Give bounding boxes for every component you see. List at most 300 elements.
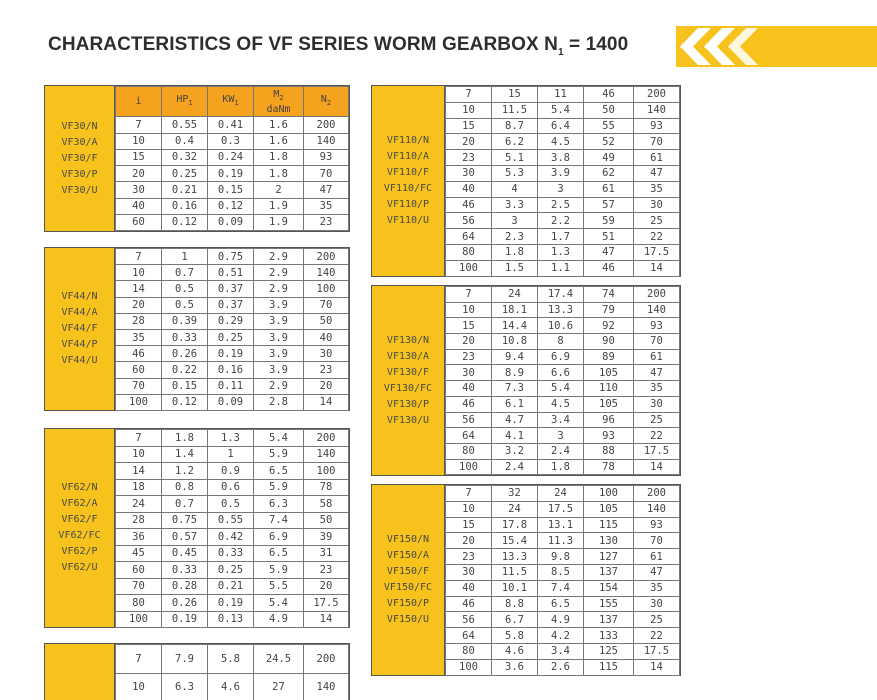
table-cell: 133: [584, 628, 634, 644]
model-label: VF30/P: [61, 168, 98, 180]
vf62-table: [115, 429, 349, 628]
table-row: [116, 329, 349, 345]
table-row: [446, 517, 680, 533]
table-cell: 64: [446, 229, 492, 245]
table-row: [116, 378, 349, 394]
table-cell: 6.9: [538, 349, 584, 365]
model-label: VF62/A: [61, 498, 98, 509]
vf110-models: [372, 86, 445, 276]
table-cell: 90: [584, 334, 634, 350]
table-row: [446, 302, 680, 318]
table-cell: 1.6: [254, 133, 304, 149]
table-cell: 1.8: [492, 244, 538, 260]
table-cell: 4.2: [538, 628, 584, 644]
table-row: [446, 396, 680, 412]
table-cell: 24: [492, 501, 538, 517]
table-row: [116, 611, 349, 628]
table-row: [446, 334, 680, 350]
table-cell: 10.8: [492, 334, 538, 350]
table-cell: 0.21: [208, 578, 254, 595]
table-cell: 93: [584, 428, 634, 444]
table-cell: 93: [634, 118, 680, 134]
table-cell: 140: [304, 446, 349, 463]
table-row: [116, 578, 349, 595]
model-label: VF110/P: [386, 199, 430, 210]
table-cell: 105: [584, 396, 634, 412]
table-cell: 35: [634, 181, 680, 197]
vf130-table: [445, 286, 680, 475]
table-cell: 10: [116, 265, 162, 281]
table-cell: 11: [538, 87, 584, 103]
table-cell: 3.9: [254, 297, 304, 313]
table-cell: 14: [116, 463, 162, 480]
table-cell: 51: [584, 229, 634, 245]
table-cell: 110: [584, 381, 634, 397]
table-cell: 10: [116, 446, 162, 463]
table-cell: 6.3: [254, 496, 304, 513]
table-row: [446, 428, 680, 444]
table-cell: 17.5: [304, 595, 349, 612]
table-cell: 4.5: [538, 396, 584, 412]
table-cell: 20: [446, 134, 492, 150]
table-cell: 6.6: [538, 365, 584, 381]
table-cell: 23: [304, 562, 349, 579]
table-cell: 0.32: [162, 149, 208, 165]
table-row: [116, 496, 349, 513]
model-label: VF110/A: [386, 151, 430, 162]
table-cell: 9.8: [538, 549, 584, 565]
table-row: [116, 346, 349, 362]
table-cell: 5.9: [254, 479, 304, 496]
model-label: VF62/FC: [58, 530, 101, 541]
table-cell: 0.25: [162, 166, 208, 182]
table-cell: 46: [584, 260, 634, 276]
table-cell: 2.9: [254, 249, 304, 265]
table-cell: 35: [634, 381, 680, 397]
table-cell: 6.4: [538, 118, 584, 134]
model-label: VF150/N: [386, 534, 430, 545]
table-cell: 30: [304, 346, 349, 362]
table-row: [446, 150, 680, 166]
table-cell: 17.5: [634, 244, 680, 260]
table-cell: 46: [584, 87, 634, 103]
table-row: [446, 102, 680, 118]
table-row: [116, 313, 349, 329]
table-cell: 7.4: [254, 512, 304, 529]
table-row: [116, 562, 349, 579]
table-cell: 0.09: [208, 214, 254, 230]
table-row: [116, 529, 349, 546]
table-cell: 0.7: [162, 265, 208, 281]
table-row: [446, 628, 680, 644]
table-row: [446, 501, 680, 517]
table-cell: 1.4: [162, 446, 208, 463]
table-cell: 105: [584, 365, 634, 381]
table-cell: 5.9: [254, 562, 304, 579]
table-cell: 3.9: [254, 346, 304, 362]
chevron-banner-icon: [676, 26, 877, 67]
model-label: VF62/N: [61, 482, 98, 493]
table-cell: 1.8: [162, 430, 208, 447]
table-cell: 200: [634, 486, 680, 502]
table-cell: 0.29: [208, 313, 254, 329]
table-cell: 0.5: [162, 297, 208, 313]
table-row: [446, 134, 680, 150]
table-cell: 2.3: [492, 229, 538, 245]
table-cell: 22: [634, 229, 680, 245]
table-cell: 0.5: [208, 496, 254, 513]
table-cell: 0.15: [162, 378, 208, 394]
table-row: [446, 549, 680, 565]
table-row: [116, 463, 349, 480]
table-cell: 100: [584, 486, 634, 502]
table-cell: 1.9: [254, 198, 304, 214]
table-cell: 1.8: [254, 149, 304, 165]
table-cell: 0.75: [208, 249, 254, 265]
table-cell: 30: [634, 596, 680, 612]
table-cell: 14: [634, 459, 680, 475]
table-cell: 5.8: [208, 645, 254, 674]
model-label: VF30/A: [61, 136, 98, 148]
table-cell: 0.11: [208, 378, 254, 394]
table-row: [446, 213, 680, 229]
table-row: [446, 260, 680, 276]
table-cell: 17.5: [634, 443, 680, 459]
table-cell: 47: [634, 365, 680, 381]
model-label: VF150/U: [386, 614, 430, 625]
table-row: [446, 412, 680, 428]
model-label: VF44/N: [61, 291, 98, 302]
table-cell: 1.8: [538, 459, 584, 475]
table-cell: 40: [446, 381, 492, 397]
table-cell: 30: [116, 182, 162, 198]
table-row: [116, 297, 349, 313]
table-cell: 1.2: [162, 463, 208, 480]
table-cell: 0.19: [208, 166, 254, 182]
table-row: [446, 87, 680, 103]
table-cell: 0.15: [208, 182, 254, 198]
table-cell: 17.5: [538, 501, 584, 517]
table-cell: 0.22: [162, 362, 208, 378]
table-cell: 22: [634, 428, 680, 444]
table-cell: 7: [116, 249, 162, 265]
table-cell: 0.41: [208, 117, 254, 133]
table-cell: 20: [446, 334, 492, 350]
table-cell: 74: [584, 287, 634, 303]
table-cell: 7.9: [162, 645, 208, 674]
table-cell: 30: [634, 396, 680, 412]
table-cell: 5.3: [492, 165, 538, 181]
table-cell: 125: [584, 643, 634, 659]
table-cell: 6.9: [254, 529, 304, 546]
table-cell: 2.4: [538, 443, 584, 459]
table-cell: 70: [634, 334, 680, 350]
table-cell: 24: [538, 486, 584, 502]
table-cell: 7.4: [538, 580, 584, 596]
table-cell: 20: [446, 533, 492, 549]
table-cell: 80: [446, 643, 492, 659]
table-row: [116, 281, 349, 297]
table-row: [116, 595, 349, 612]
table-cell: 200: [304, 430, 349, 447]
table-cell: 7: [446, 287, 492, 303]
table-cell: 4.5: [538, 134, 584, 150]
table-cell: 3: [538, 428, 584, 444]
table-cell: 35: [634, 580, 680, 596]
table-cell: 9.4: [492, 349, 538, 365]
col-header-i: i: [116, 87, 162, 117]
model-label: VF150/F: [386, 566, 430, 577]
table-cell: 100: [116, 611, 162, 628]
table-row: [446, 533, 680, 549]
table-cell: 1.6: [254, 117, 304, 133]
table-cell: 40: [446, 580, 492, 596]
table-cell: 2.4: [492, 459, 538, 475]
table-cell: 46: [446, 596, 492, 612]
table-cell: 17.4: [538, 287, 584, 303]
table-cell: 3.9: [254, 313, 304, 329]
table-cell: 31: [304, 545, 349, 562]
table-cell: 0.8: [162, 479, 208, 496]
table-cell: 27: [254, 673, 304, 700]
table-row: [446, 580, 680, 596]
table-cell: 61: [634, 349, 680, 365]
table-cell: 46: [446, 197, 492, 213]
table-row: [116, 430, 349, 447]
table-cell: 0.25: [208, 329, 254, 345]
table-cell: 2.6: [538, 659, 584, 675]
table-cell: 10: [446, 102, 492, 118]
table-cell: 13.3: [538, 302, 584, 318]
title-subscript: 1: [557, 46, 564, 58]
table-cell: 11.5: [492, 564, 538, 580]
table-cell: 100: [304, 281, 349, 297]
vf86-block-partial: [44, 643, 350, 700]
table-row: [116, 182, 349, 198]
table-cell: 15: [116, 149, 162, 165]
table-row: [446, 612, 680, 628]
table-row: [446, 381, 680, 397]
model-label: VF110/FC: [383, 183, 433, 194]
table-cell: 7: [446, 486, 492, 502]
table-cell: 30: [446, 165, 492, 181]
model-label: VF30/U: [61, 184, 98, 196]
table-row: [446, 564, 680, 580]
model-label: VF150/A: [386, 550, 430, 561]
table-row: [116, 446, 349, 463]
table-cell: 3.6: [492, 659, 538, 675]
table-cell: 20: [116, 166, 162, 182]
model-label: VF130/F: [386, 366, 430, 378]
table-cell: 0.42: [208, 529, 254, 546]
table-cell: 0.25: [208, 562, 254, 579]
col-header-m: $M_2$ daNm: [254, 87, 304, 117]
model-label: VF130/U: [386, 414, 430, 426]
table-cell: 100: [446, 659, 492, 675]
title-prefix: CHARACTERISTICS OF VF SERIES WORM GEARBOX N: [48, 34, 558, 55]
table-cell: 45: [116, 545, 162, 562]
table-cell: 80: [446, 244, 492, 260]
table-cell: 8.8: [492, 596, 538, 612]
table-cell: 0.13: [208, 611, 254, 628]
table-cell: 13.1: [538, 517, 584, 533]
table-cell: 0.9: [208, 463, 254, 480]
table-cell: 28: [116, 512, 162, 529]
table-cell: 35: [304, 198, 349, 214]
table-cell: 0.33: [162, 329, 208, 345]
table-cell: 4.6: [492, 643, 538, 659]
vf62-models: [45, 429, 115, 627]
table-row: [116, 479, 349, 496]
table-cell: 140: [304, 265, 349, 281]
table-cell: 0.37: [208, 297, 254, 313]
table-cell: 100: [304, 463, 349, 480]
table-cell: 0.33: [162, 562, 208, 579]
table-cell: 52: [584, 134, 634, 150]
table-row: [116, 645, 349, 674]
table-cell: 50: [584, 102, 634, 118]
table-row: [446, 229, 680, 245]
table-cell: 70: [116, 578, 162, 595]
model-label: VF44/F: [61, 323, 98, 334]
table-cell: 47: [584, 244, 634, 260]
table-row: [446, 659, 680, 675]
table-cell: 96: [584, 412, 634, 428]
table-cell: 3.3: [492, 197, 538, 213]
table-cell: 20: [304, 578, 349, 595]
table-cell: 6.5: [254, 463, 304, 480]
table-cell: 1.3: [538, 244, 584, 260]
table-cell: 89: [584, 349, 634, 365]
table-cell: 7: [116, 645, 162, 674]
vf86-table: [115, 644, 349, 700]
table-cell: 25: [634, 612, 680, 628]
page-title: [48, 34, 628, 58]
table-cell: 0.33: [208, 545, 254, 562]
table-cell: 0.19: [162, 611, 208, 628]
model-label: VF44/A: [61, 307, 98, 318]
table-cell: 100: [116, 394, 162, 410]
table-row: [116, 362, 349, 378]
table-cell: 140: [304, 133, 349, 149]
table-cell: 1.8: [254, 166, 304, 182]
table-cell: 28: [116, 313, 162, 329]
table-cell: 4.9: [254, 611, 304, 628]
table-cell: 70: [304, 166, 349, 182]
table-row: [116, 249, 349, 265]
table-cell: 93: [634, 318, 680, 334]
table-cell: 24: [116, 496, 162, 513]
table-cell: 15: [446, 517, 492, 533]
table-cell: 2.9: [254, 265, 304, 281]
table-cell: 0.3: [208, 133, 254, 149]
table-cell: 60: [116, 362, 162, 378]
table-cell: 61: [634, 150, 680, 166]
table-cell: 61: [634, 549, 680, 565]
table-cell: 57: [584, 197, 634, 213]
table-cell: 15: [446, 118, 492, 134]
table-cell: 0.75: [162, 512, 208, 529]
table-cell: 70: [304, 297, 349, 313]
table-cell: 6.7: [492, 612, 538, 628]
model-label: VF30/N: [61, 120, 98, 132]
table-cell: 64: [446, 628, 492, 644]
table-row: [116, 133, 349, 149]
table-cell: 49: [584, 150, 634, 166]
table-row: [446, 244, 680, 260]
table-cell: 0.12: [208, 198, 254, 214]
table-cell: 47: [634, 165, 680, 181]
table-cell: 115: [584, 517, 634, 533]
table-cell: 0.7: [162, 496, 208, 513]
table-cell: 200: [634, 287, 680, 303]
table-cell: 130: [584, 533, 634, 549]
table-cell: 0.45: [162, 545, 208, 562]
table-cell: 23: [304, 362, 349, 378]
vf44-models: [45, 248, 115, 410]
table-cell: 32: [492, 486, 538, 502]
table-cell: 6.1: [492, 396, 538, 412]
table-cell: 80: [116, 595, 162, 612]
model-label: VF110/N: [386, 135, 430, 146]
table-cell: 0.55: [162, 117, 208, 133]
table-cell: 2.9: [254, 378, 304, 394]
vf130-models: [372, 286, 445, 475]
table-cell: 56: [446, 612, 492, 628]
table-cell: 92: [584, 318, 634, 334]
table-cell: 14: [116, 281, 162, 297]
table-cell: 3: [538, 181, 584, 197]
vf130-block: [371, 285, 681, 476]
table-cell: 64: [446, 428, 492, 444]
table-cell: 61: [584, 181, 634, 197]
table-cell: 7: [116, 430, 162, 447]
table-row: [116, 166, 349, 182]
table-cell: 200: [634, 87, 680, 103]
table-cell: 0.39: [162, 313, 208, 329]
table-row: [446, 349, 680, 365]
table-row: [446, 287, 680, 303]
table-cell: 115: [584, 659, 634, 675]
table-cell: 3.4: [538, 643, 584, 659]
table-cell: 137: [584, 564, 634, 580]
table-cell: 0.5: [162, 281, 208, 297]
table-cell: 39: [304, 529, 349, 546]
model-label: VF150/FC: [383, 582, 433, 593]
table-cell: 70: [634, 134, 680, 150]
table-row: [446, 596, 680, 612]
table-cell: 46: [446, 396, 492, 412]
table-cell: 140: [634, 302, 680, 318]
table-cell: 10: [446, 501, 492, 517]
table-cell: 10.1: [492, 580, 538, 596]
table-cell: 3.9: [254, 329, 304, 345]
table-cell: 8: [538, 334, 584, 350]
model-label: VF110/U: [386, 215, 430, 226]
table-cell: 4.9: [538, 612, 584, 628]
table-cell: 0.4: [162, 133, 208, 149]
vf110-table: [445, 86, 680, 277]
table-row: [446, 181, 680, 197]
table-cell: 10: [116, 673, 162, 700]
table-cell: 62: [584, 165, 634, 181]
table-row: [116, 512, 349, 529]
table-cell: 4.6: [208, 673, 254, 700]
table-cell: 6.5: [254, 545, 304, 562]
table-cell: 24.5: [254, 645, 304, 674]
table-cell: 78: [584, 459, 634, 475]
model-label: VF62/P: [61, 546, 98, 557]
